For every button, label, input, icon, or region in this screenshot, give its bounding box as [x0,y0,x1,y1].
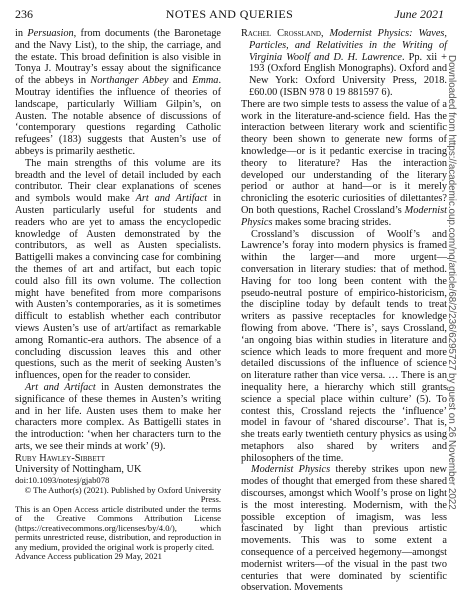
advance-access-line: Advance Access publication 29 May, 2021 [15,551,162,562]
license-text: This is an Open Access article distributed under the terms of the Creative Commons Attribution License (https://creativecommons.org/licenses/by/4.0/), which permits unrestricted reuse, distribution, and reproduction in any medium, provided the original work is properly cited. [15,503,221,552]
paragraph: Crossland’s discussion of Woolf’s and Lawrence’s foray into modern physics is framed within the larger—and more urgent—conversation in literary studies: that of method. Having for too long been content with the pseudo-neutral posture of empirico-historicism, the discipline today by default tends to treat writers as passive receptacles for knowledge flowing from above. ‘There is’, says Crossland, ‘an ongoing bias within studies in literature and science which leads to more frequent and more detailed discussions of the influence of science on literature rather than vice versa. … There is an inequality here, a hierarchy which still grants science a special place within culture’ (5). To contest this, Crossland rejects the ‘influence’ model in favour of ‘shared discourse’. That is, she treats early twentieth century physics as using metaphors also shared by writers and philosophers of the time. [241,228,447,464]
issue-date: June 2021 [394,7,444,21]
reviewer-affiliation: University of Nottingham, UK [15,464,142,476]
reviewer-name: Ruby Hawley-Sibbett [15,452,106,464]
copyright-line: © The Author(s) (2021). Published by Oxford University Press. [24,484,221,505]
right-column [241,28,447,594]
review-heading: Rachel Crossland, Modernist Physics: Waves, Particles, and Relativities in the Writing of Virginia Woolf and D. H. Lawrence. Pp. xii + 193 (Oxford English Monographs). Oxford and New York: Oxford University Press, 2018. £60.00 (ISBN 978 0 19 881597 6). [241,28,447,98]
download-watermark: Downloaded from https://academic.oup.com/nq/article/68/2/236/6295727 by guest on 26 November 2022 [446,55,457,510]
paragraph: The main strengths of this volume are its breadth and the level of detail included by each contributor. Their clear explanations of scenes and symbols would make Art and Artifact in Austen particularly useful for students and readers who are yet to amass the encyclopedic knowledge of Austen demonstrated by the contributors, as well as Austen specialists. Battigelli makes a convincing case for combining the themes of art and artifact, but each topic could also fill its own volume. The collection might have benefited from more comparisons with Austen’s contemporaries, as it is sometimes difficult to establish whether each contributor views Austen’s use of art/artifact as remarkable among Romantic-era authors. The absence of a concluding discussion leaves this and other questions, such as the merit of seeking Austen’s influences, open for the reader to consider. [15,157,221,382]
running-header [15,6,444,22]
journal-title: NOTES AND QUERIES [165,7,294,21]
page-number: 236 [15,7,33,21]
paragraph: in Persuasion, from documents (the Baronetage and the Navy List), to the ship, the carriage, and the estate. This broad definition is also visible in Tonya J. Moutray’s essay about the significance of the abbeys in Northanger Abbey and Emma. Moutray identifies the influence of theories of landscape, particularly William Gilpin’s, on Austen. The notable absence of discussions of ‘contemporary questions regarding Catholic refugees’ (183) suggests that Austen’s use of abbeys is primarily aesthetic. [15,28,222,157]
paragraph: Modernist Physics thereby strikes upon new modes of thought that emerged from these shared discourses, amongst which Woolf’s prose on light is the most interesting. Modernism, with the possible exception of imagism, was less fascinated by light than previous artistic movements. This was to some extent a consequence of a perceived hegemony—amongst modernist writers—of the visual in the past two centuries that were dominated by scientific observation. Movements [241,464,447,594]
left-column [15,28,221,562]
paragraph: There are two simple tests to assess the value of a work in the literature-and-science field. Has the interaction between literary work and scientific theory been shown to generate new forms of knowledge—or is it pedantic exercise in tracing theory to literature? Has the interaction developed our understanding of the literary period or author at hand—or is it merely chronicling the esoteric curiosities of dilettantes? On both questions, Rachel Crossland’s Modernist Physics makes some bracing strides. [241,98,447,228]
paragraph: Art and Artifact in Austen demonstrates the significance of these themes in Austen’s writing and in her life. Austen uses them to make her characters more complex. As Battigelli states in the introduction: ‘when her characters turn to the arts, we see their minds at work’ (9). [15,381,221,452]
doi-line: doi:10.1093/notesj/gjab078 [15,475,110,486]
